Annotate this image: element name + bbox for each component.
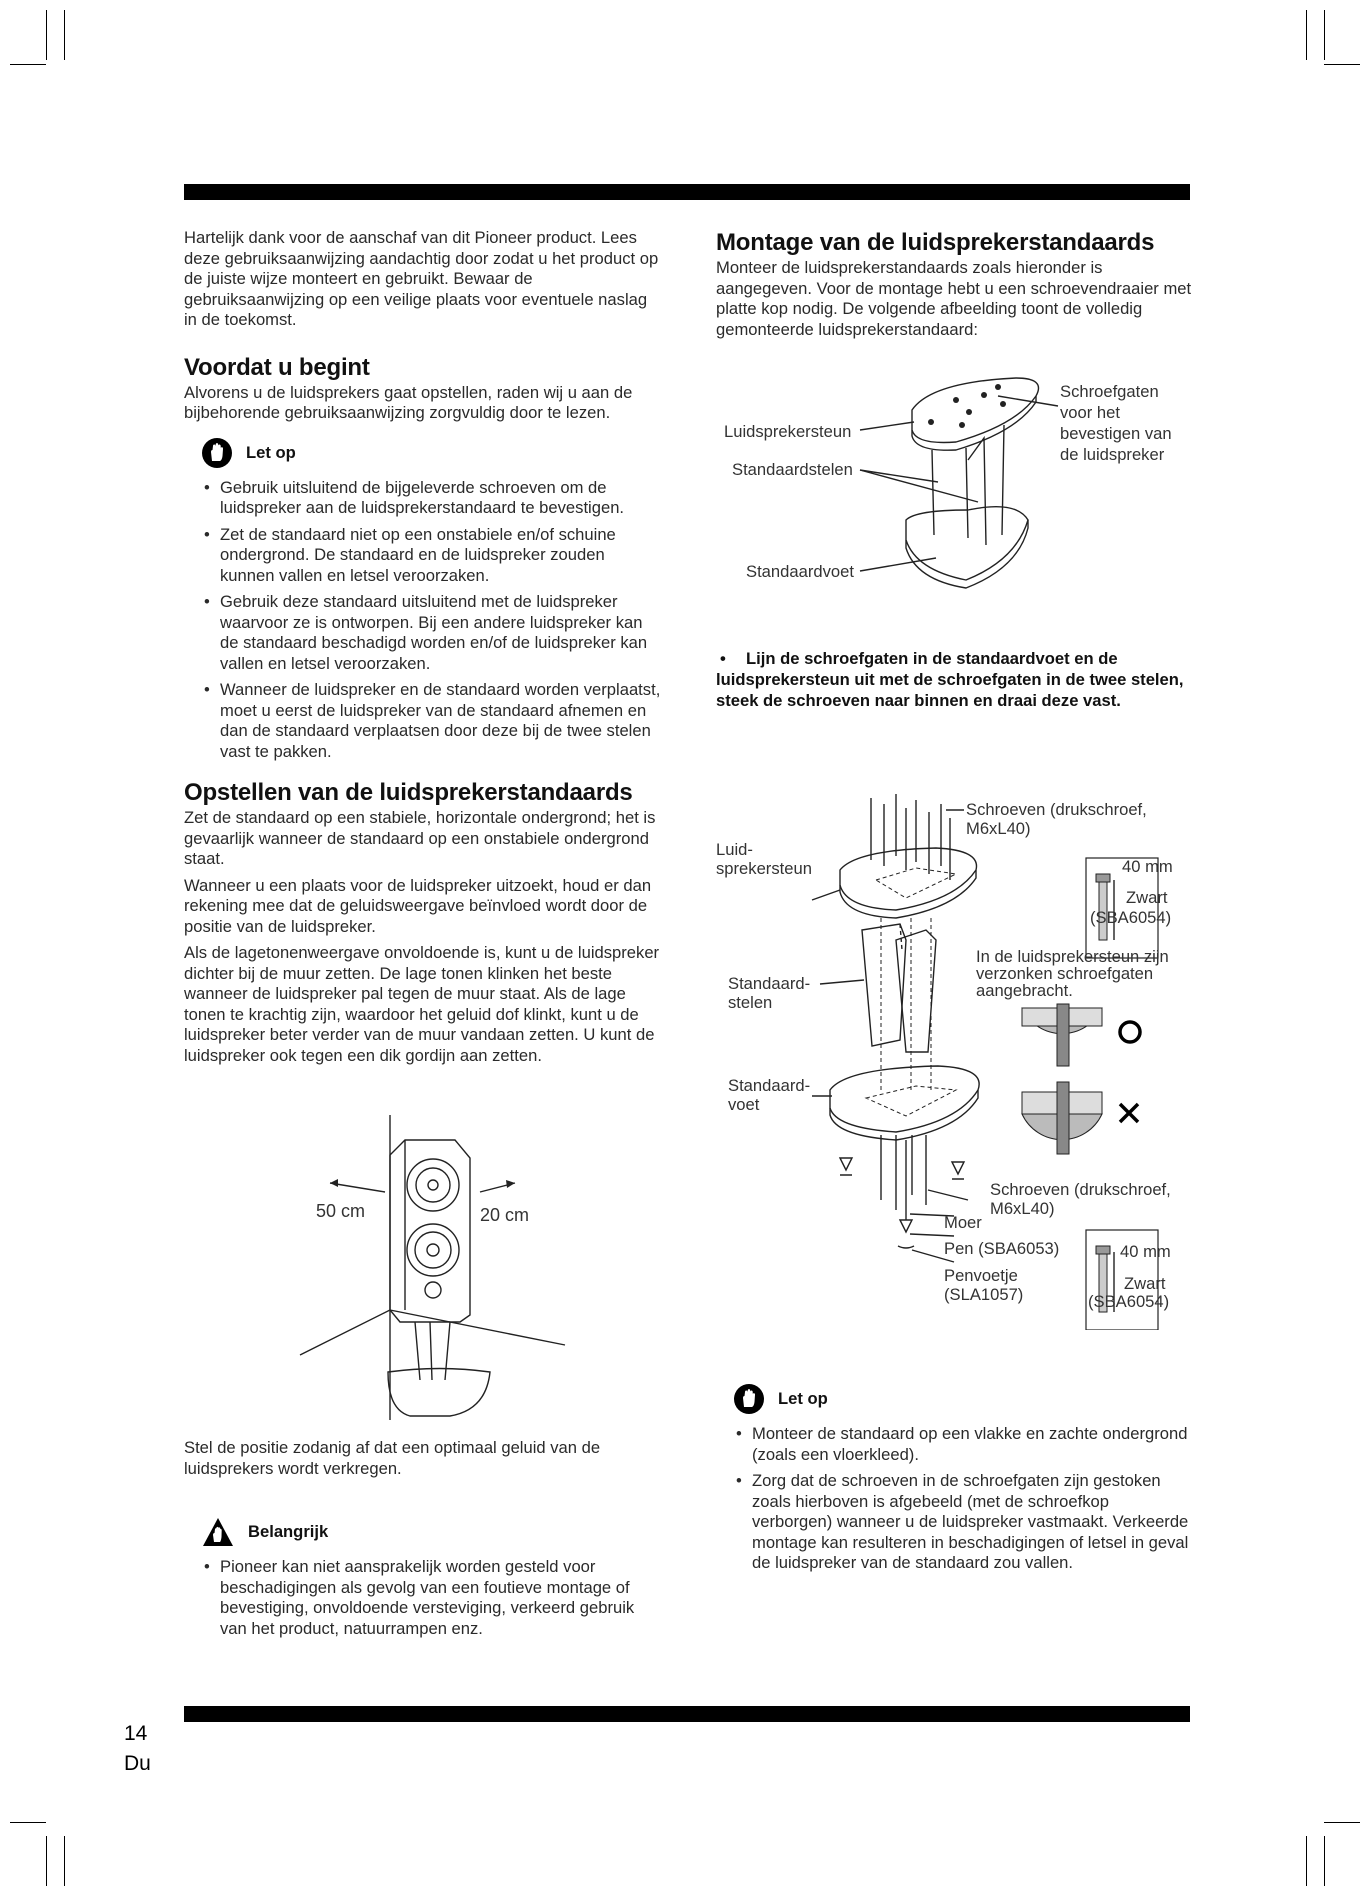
opstellen-after [184,1438,662,1645]
fig2-voet-label: Standaard- voet [728,1076,811,1114]
left-column [184,228,662,1066]
page-number: 14 [124,1722,148,1745]
crop-mark [10,64,46,65]
warning-icon [202,1517,234,1547]
opstellen-para: Als de lagetonenweergave onvoldoende is, kunt u de luidspreker dichter bij de muur zetten. De lage tonen klinken het beste wanneer de luidspreker pal tegen de muur staat. Als de lage tonen te krachtig zijn, waardoor het geluid dof klinkt, kunt u de luidspreker beter verder van de muur vandaan zetten. U kunt de luidspreker ook tegen een dik gordijn aan zetten. [184,943,660,1065]
fig2-code1-label: (SBA6054) [1090,908,1172,927]
crop-mark [1324,10,1325,60]
opstellen-para: Wanneer u een plaats voor de luidspreker uitzoekt, houd er dan rekening mee dat de geluidsweergave beïnvloed wordt door de positie van de luidspreker. [184,875,652,936]
crop-mark [64,1836,65,1886]
instruction-text: Lijn de schroefgaten in de standaardvoet en de luidsprekersteun uit met de schroefgaten in de twee stelen, steek de schroeven naar binnen en draai deze vast. [716,649,1184,710]
footer-bar [184,1706,1190,1722]
crop-mark [46,1836,47,1886]
belangrijk-bullets [184,1557,662,1639]
fig2-screws-top-label: Schroeven (drukschroef, M6xL40) [966,800,1147,838]
distance-left-label: 50 cm [316,1201,366,1221]
fig1-stelen-label: Standaardstelen [732,460,853,479]
crop-mark [1324,64,1360,65]
placement-illustration [290,1110,570,1430]
let-op-label: Let op [246,442,296,462]
list-item: • Wanneer de luidspreker en de standaard worden verplaatst, moet u eerst de luidspreker van de standaard afnemen en dan de standaard verplaatsen door deze bij de twee stelen vast te pakken. [184,680,662,762]
speaker-on-stand-drawing [290,1110,570,1430]
fig2-countersunk-label: In de luidsprekersteun zijn verzonken schroefgaten aangebracht. [976,947,1169,1000]
list-item: • Gebruik uitsluitend de bijgeleverde schroeven om de luidspreker aan de luidsprekerstandaard te bevestigen. [184,478,662,519]
right-column-top [716,228,1192,340]
intro-text: Hartelijk dank voor de aanschaf van dit Pioneer product. Lees deze gebruiksaanwijzing aandachtig door zodat u het product op de juiste wijze monteert en gebruikt. Bewaar de gebruiksaanwijzing op een veilige plaats voor eventuele naslag in de toekomst. [184,228,659,329]
crop-mark [10,1822,46,1823]
list-item: • Zet de standaard niet op een onstabiele en/of schuine ondergrond. De standaard en de luidspreker zouden kunnen vallen en letsel veroorzaken. [184,525,662,587]
fig2-color1-label: Zwart [1126,888,1168,907]
header-bar [184,184,1190,200]
distance-right-label: 20 cm [480,1205,530,1225]
fig2-steun-label: Luid- sprekersteun [716,840,812,878]
crop-mark [64,10,65,60]
voordat-bullets [184,478,662,763]
fig2-moer-label: Moer [944,1213,982,1232]
let-op-note [202,438,662,468]
list-item: • Monteer de standaard op een vlakke en zachte ondergrond (zoals een vloerkleed). [716,1424,1192,1465]
list-item: • Zorg dat de schroeven in de schroefgaten zijn gestoken zoals hierboven is afgebeeld (met de schroefkop verborgen) wanneer u de luidspreker vastmaakt. Verkeerde montage kan resulteren in beschadigingen of letsel in geval de luidspreker van de standaard zou vallen. [716,1471,1192,1574]
fig1-voet-label: Standaardvoet [746,562,854,581]
fig2-screws-bottom-label: Schroeven (drukschroef, M6xL40) [990,1180,1171,1218]
list-item: • Pioneer kan niet aansprakelijk worden gesteld voor beschadigingen als gevolg van een foutieve montage of bevestiging, onvoldoende versteviging, verkeerd gebruik van het product, natuurrampen enz. [184,1557,662,1639]
fig2-pen-label: Pen (SBA6053) [944,1239,1060,1258]
fig2-penvoetje-label: Penvoetje (SLA1057) [944,1266,1024,1304]
montage-text: Monteer de luidsprekerstandaards zoals hieronder is aangegeven. Voor de montage hebt u een schroevendraaier met platte kop nodig. De volgende afbeelding toont de volledig gemonteerde luidsprekerstandaard: [716,258,1192,339]
belangrijk-label: Belangrijk [248,1522,329,1541]
fig2-len2-label: 40 mm [1120,1242,1171,1261]
montage-bullets [716,1424,1192,1574]
fig2-len1-label: 40 mm [1122,857,1173,876]
crop-mark [1306,1836,1307,1886]
fig1-steun-label: Luidsprekersteun [724,422,852,441]
after-text: Stel de positie zodanig af dat een optimaal geluid van de luidsprekers wordt verkregen. [184,1438,601,1478]
montage-title: Montage van de luidsprekerstandaards [716,229,1155,256]
instruction-block: • Lijn de schroefgaten in de standaardvoet en de luidsprekersteun uit met de schroefgaten in de twee stelen, steek de schroeven naar binnen en draai deze vast. [716,649,1184,710]
let-op-note-2 [734,1384,1192,1414]
crop-mark [46,10,47,60]
fig2-color2-label: Zwart [1124,1274,1166,1293]
let-op-label: Let op [778,1389,828,1408]
fig2-stelen-label: Standaard- stelen [728,974,811,1012]
fig2-code2-label: (SBA6054) [1088,1292,1170,1311]
opstellen-para: Zet de standaard op een stabiele, horizontale ondergrond; het is gevaarlijk wanneer de standaard op een onstabiele ondergrond staat. [184,808,656,868]
voordat-text: Alvorens u de luidsprekers gaat opstellen, raden wij u aan de bijbehorende gebruiksaanwijzing zorgvuldig door te lezen. [184,382,633,422]
crop-mark [1306,10,1307,60]
opstellen-title: Opstellen van de luidsprekerstandaards [184,779,633,806]
belangrijk-note [202,1517,662,1547]
crop-mark [1324,1822,1360,1823]
voordat-title: Voordat u begint [184,353,370,381]
language-code: Du [124,1752,151,1775]
montage-note [716,1384,1192,1580]
hand-icon [734,1384,764,1414]
list-item: • Gebruik deze standaard uitsluitend met de luidspreker waarvoor ze is ontworpen. Bij een andere luidspreker kan de standaard beschadigd worden en/of de luidspreker kan vallen en letsel veroorzaken. [184,592,662,674]
crop-mark [1324,1836,1325,1886]
fig1-gaten-label: Schroefgaten voor het bevestigen van de luidspreker [1060,382,1172,464]
hand-icon [202,438,232,468]
